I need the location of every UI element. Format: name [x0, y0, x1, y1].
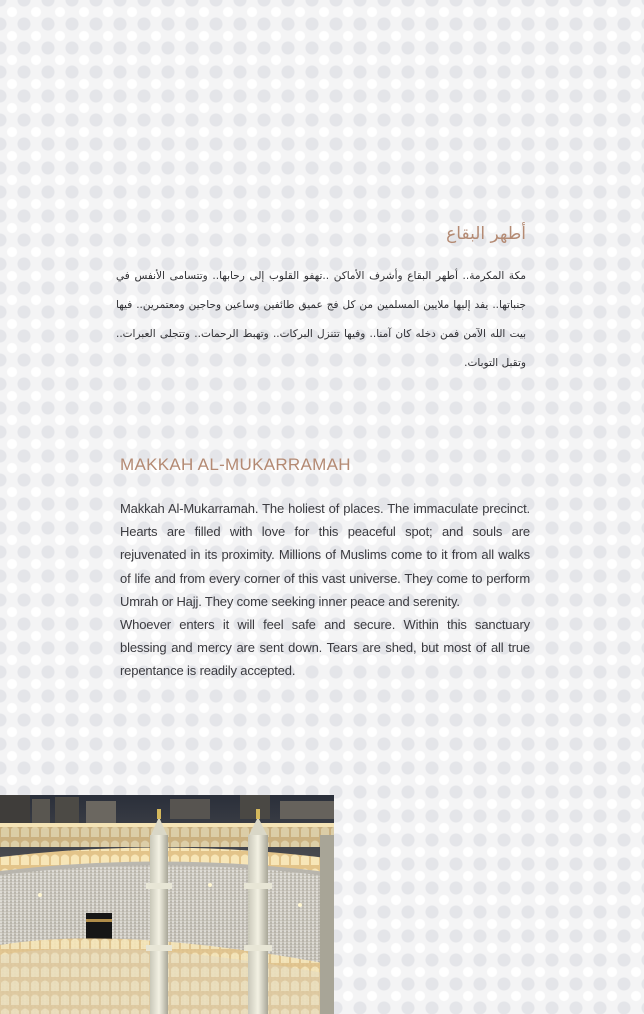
arabic-body-text: مكة المكرمة.. أطهر البقاع وأشرف الأماكن ..تهفو القلوب إلى رحابها.. وتتسامى الأنفس في جنباتها.. يفد إليها ملايين المسلمين من كل فج عميق طائفين وساعين وحاجين ومعتمرين.. فيها بيت الله الآمن فمن دخله كان آمنا.. وفيها تتنزل البركات.. وتهبط الرحمات.. وتتجلى العبرات.. وتقبل التوبات.: [116, 270, 526, 369]
masjid-al-haram-photo: [0, 795, 334, 1014]
english-paragraph-1: Makkah Al-Mukarramah. The holiest of places. The immaculate precinct. Hearts are filled with love for this peaceful spot; and souls are rejuvenated in its proximity. Millions of Muslims come to it from all walks of life and from every corner of this vast universe. They come to perform Umrah or Hajj. They come seeking inner peace and serenity.: [120, 501, 530, 609]
english-paragraph-2: Whoever enters it will feel safe and secure. Within this sanctuary blessing and mercy are sent down. Tears are shed, but most of all true repentance is readily accepted.: [120, 617, 530, 679]
arabic-heading: أطهر البقاع: [446, 224, 526, 244]
english-body-text: [120, 497, 530, 683]
english-heading: MAKKAH AL-MUKARRAMAH: [120, 455, 351, 474]
